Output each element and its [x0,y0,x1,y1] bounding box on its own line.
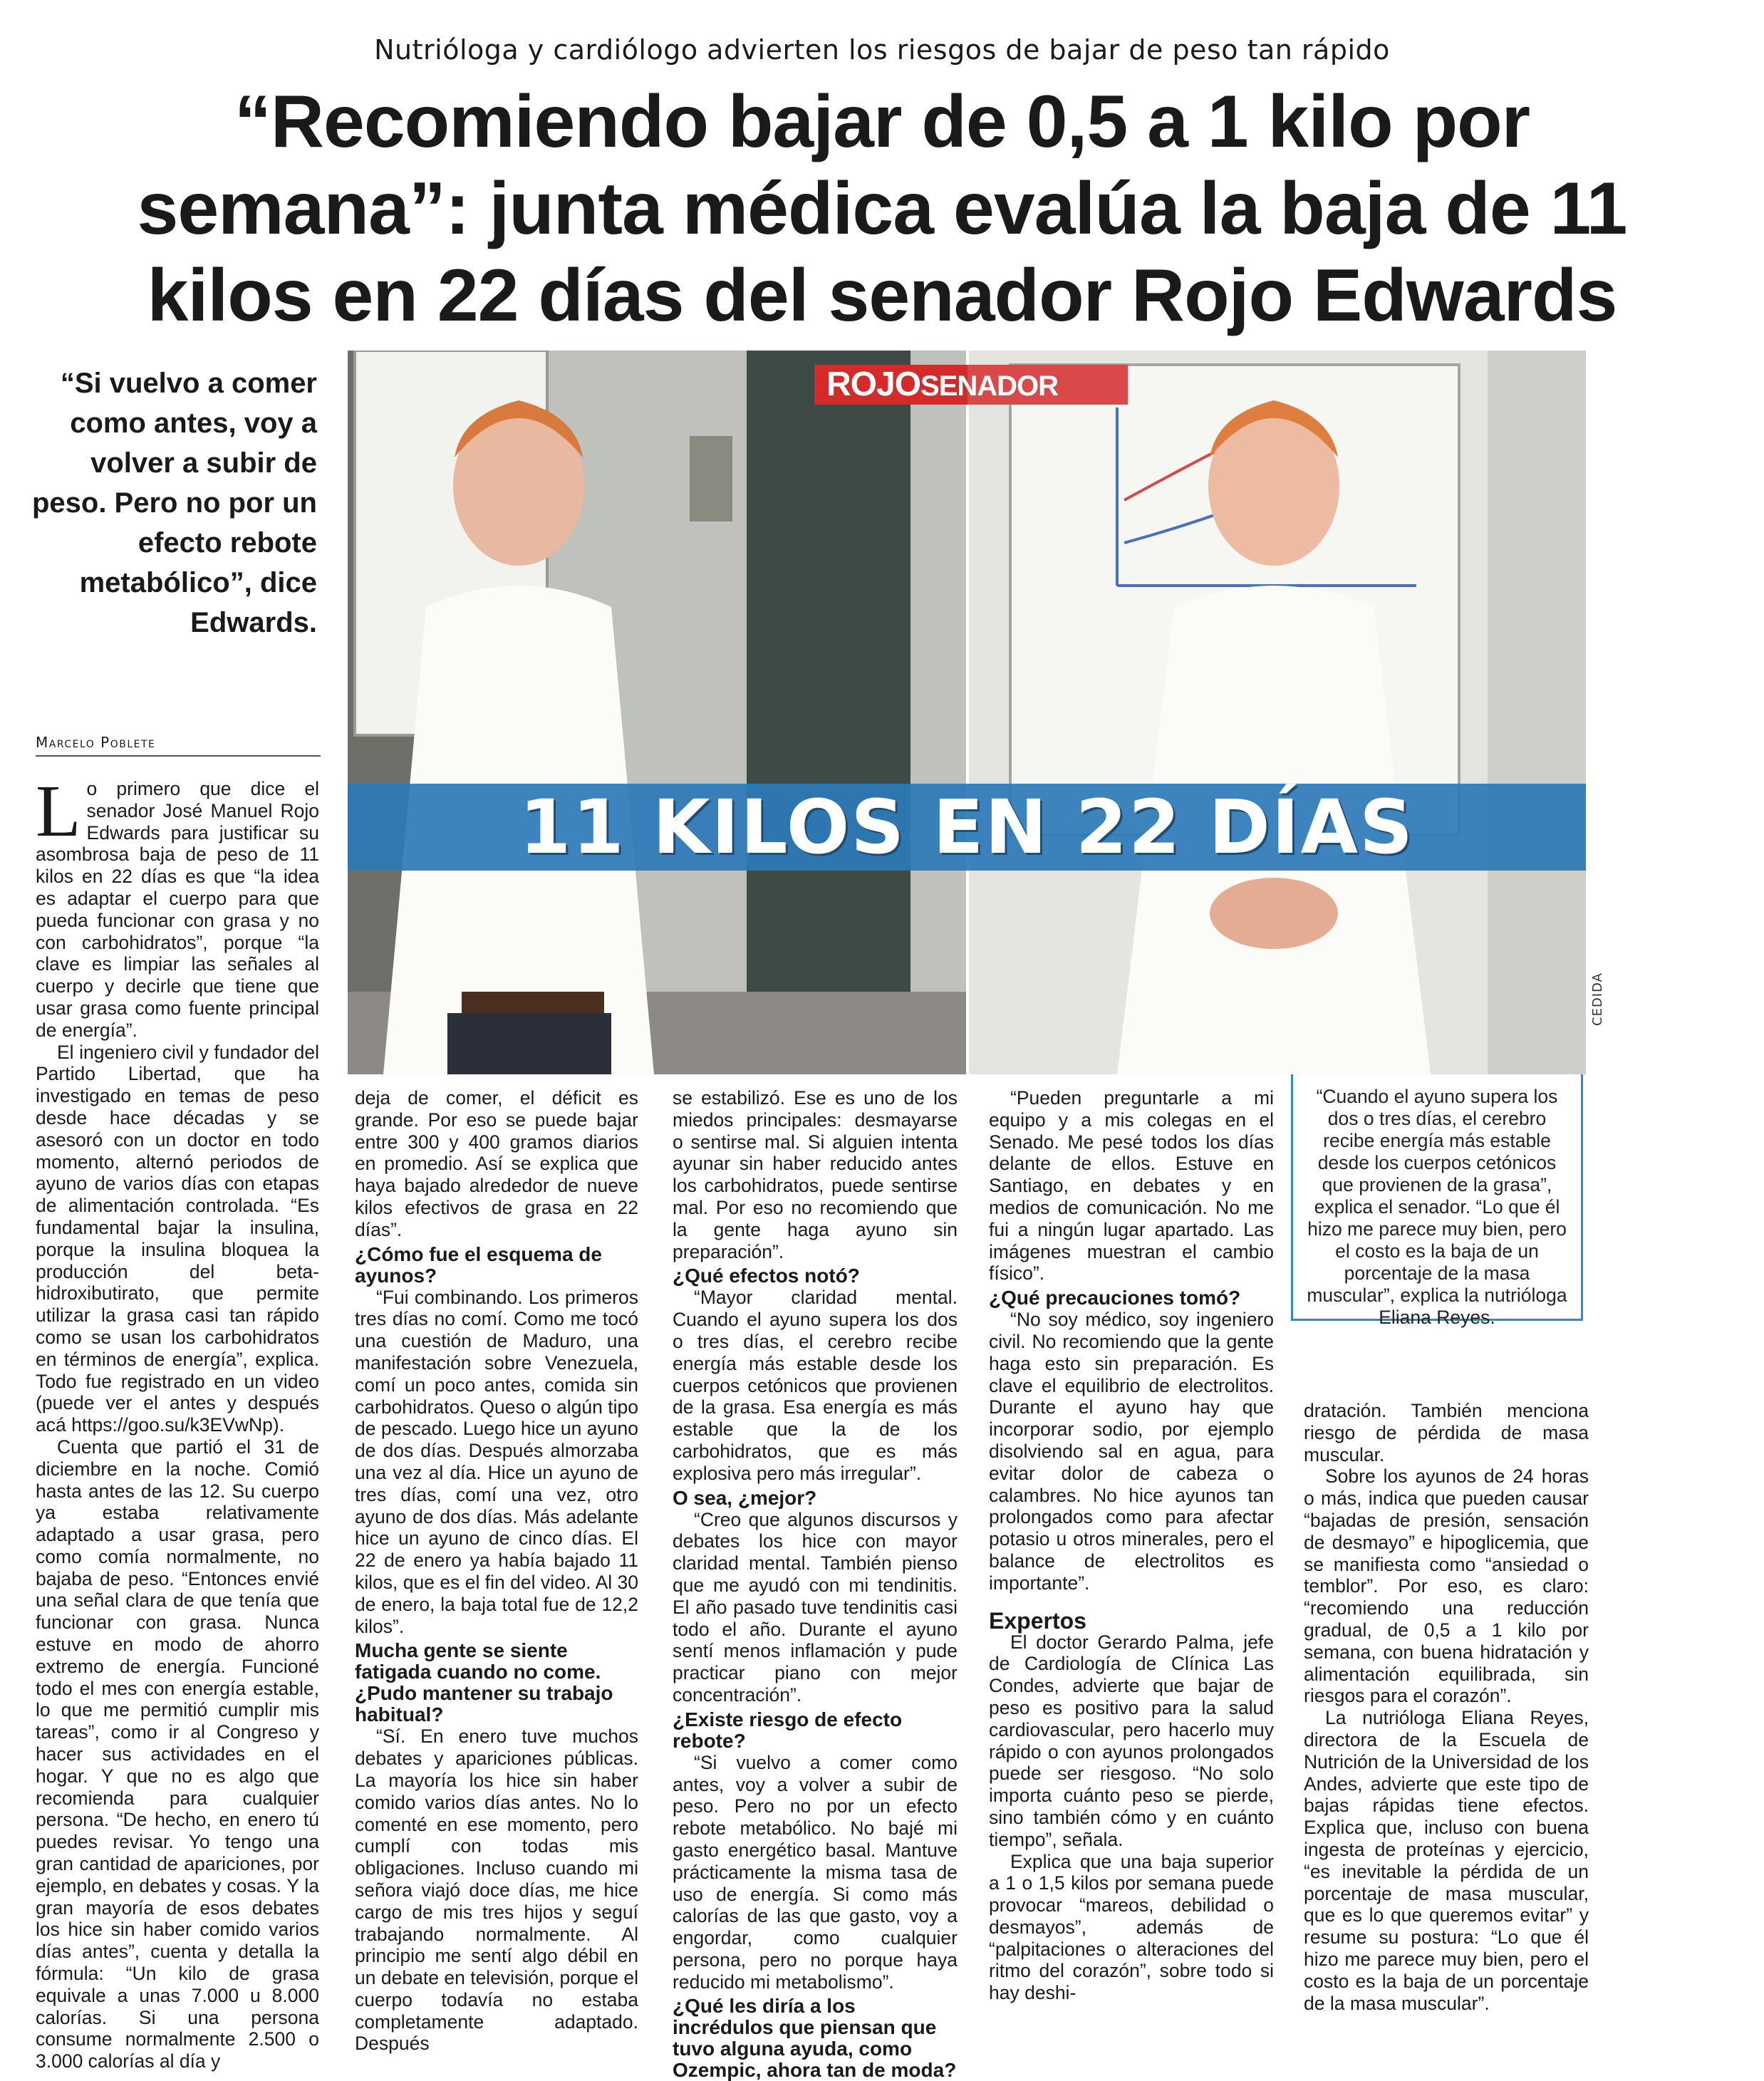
sidebar-quote: “Cuando el ayuno supera los dos o tres días, el cerebro recibe energía más estable desde los cuerpos cetónicos que provienen de la grasa”, explica el senador. “Lo que él hizo me parece muy bien, pero el costo es la baja de un porcentaje de la masa muscular”, explica la nutrióloga Eliana Reyes. [1291,1074,1583,1321]
paragraph: “Creo que algunos discursos y debates los hice con mayor claridad mental. También pienso que me ayudó con mi tendinitis. El año pasado tuve tendinitis casi todo el año. Durante el ayuno sentí menos inflamación y pude practicar piano con mejor concentración”. [673,1508,958,1706]
paragraph: “Mayor claridad mental. Cuando el ayuno supera los dos o tres días, el cerebro recibe energía más estable desde los cuerpos cetónicos que provienen de la grasa. Esa energía es más estable que la de los carbohidratos, que es más explosiva pero más irregular”. [673,1287,958,1484]
column-3 [673,1087,958,2081]
byline: Marcelo Poblete [36,734,321,757]
pull-quote: “Si vuelvo a comer como antes, voy a volver a subir de peso. Pero no por un efecto rebote metabólico”, dice Edwards. [31,368,317,638]
question-heading: ¿Cómo fue el esquema de ayunos? [355,1242,602,1287]
dropcap: L [36,770,81,852]
paragraph: “Si vuelvo a comer como antes, voy a volver a subir de peso. Pero no por un efecto rebote metabólico. No bajé mi gasto energético basal. Mantuve prácticamente la misma tasa de uso de energía. Si como más calorías de las que gasto, voy a engordar, como cualquier persona, pero no porque haya reducido mi metabolismo”. [673,1751,958,1993]
headline-line-1: “Recomiendo bajar de 0,5 a 1 kilo por [234,81,1530,163]
paragraph: “Fui combinando. Los primeros tres días no comí. Como me tocó una cuestión de Maduro, una manifestación sobre Venezuela, comí un poco antes, comida sin carbohidratos. Queso o algún tipo de pescado. Luego hice un ayuno de dos días. Después almorzaba una vez al día. Hice un ayuno de tres días, comí una vez, otro ayuno de dos días. Más adelante hice un ayuno de cinco días. El 22 de enero ya había bajado 11 kilos, que es el fin del video. Al 30 de enero, la baja total fue de 12,2 kilos”. [355,1286,638,1637]
headline-line-3: kilos en 22 días del senador Rojo Edwards [147,254,1617,337]
question-heading: ¿Qué precauciones tomó? [989,1287,1241,1309]
paragraph-text: o primero que dice el senador José Manuel Rojo Edwards para justificar su asombrosa baja de peso de 11 kilos en 22 días es que “la idea es adaptar el cuerpo para que pueda funcionar con grasa y no con carbohidratos”, porque “la clave es limpiar las señales al cuerpo y decirle que tiene que usar grasa como fuente principal de energía”. [36,778,319,1041]
question-heading: Mucha gente se siente fatigada cuando no come. ¿Pudo mantener su trabajo habitual? [355,1639,613,1726]
photo-banner: 11 KILOS EN 22 DÍAS [519,784,1414,871]
paragraph: dratación. También menciona riesgo de pérdida de masa muscular. [1304,1400,1589,1465]
paragraph: “Pueden preguntarle a mi equipo y a mis colegas en el Senado. Me pesé todos los días delante de ellos. Estuve en Santiago, en debates y en medios de comunicación. No me fui a ningún lugar apartado. Las imágenes muestran el cambio físico”. [989,1087,1274,1285]
paragraph: se estabilizó. Ese es uno de los miedos principales: desmayarse o sentirse mal. Si alguien intenta ayunar sin haber reducido antes los carbohidratos, puede sentirse mal. Por eso no recomiendo que la gente haga ayuno sin preparación”. [673,1087,958,1262]
paragraph: Explica que una baja superior a 1 o 1,5 kilos por semana puede provocar “mareos, debilidad o desmayos”, además de “palpitaciones o alteraciones del ritmo del corazón”, sobre todo si hay deshi- [989,1850,1274,2004]
paragraph: deja de comer, el déficit es grande. Por eso se puede bajar entre 300 y 400 gramos diarios en promedio. Así se explica que haya bajado alrededor de nueve kilos efectivos de grasa en 22 días”. [355,1087,638,1240]
question-heading: ¿Existe riesgo de efecto rebote? [673,1708,903,1752]
headline [43,78,1721,339]
paragraph: El doctor Gerardo Palma, jefe de Cardiología de Clínica Las Condes, advierte que bajar de peso es positivo para la salud cardiovascular, pero hacerlo muy rápido o con ayunos prolongados puede ser riesgoso. “No solo importa cuánto peso se pierde, sino también cómo y en cuánto tiempo”, señala. [989,1631,1274,1850]
question-heading: ¿Qué les diría a los incrédulos que piensan que tuvo alguna ayuda, como Ozempic, ahora tan de moda? [673,1995,957,2081]
column-1 [36,770,319,2072]
column-5 [1304,1400,1589,2014]
photo-credit: CEDIDA [1590,972,1605,1026]
photo-illustration [348,351,1586,1074]
logo-rojo: ROJO [826,365,921,403]
paragraph: La nutrióloga Eliana Reyes, directora de la Escuela de Nutrición de la Universidad de los Andes, advierte que este tipo de bajas rápidas tiene efectos. Explica que, incluso con buena ingesta de proteínas y ejercicio, “es inevitable la pérdida de un porcentaje de masa muscular, que es lo que queremos evitar” y resume su postura: “Lo que él hizo me parece muy bien, pero el costo es la baja de un porcentaje de la masa muscular”. [1304,1707,1589,2014]
paragraph: “Sí. En enero tuve muchos debates y apariciones públicas. La mayoría los hice sin haber comido varios días antes. No lo comenté en ese momento, pero cumplí con todas mis obligaciones. Incluso cuando mi señora viajó doce días, me hice cargo de mis tres hijos y seguí trabajando normalmente. Al principio me sentí algo débil en un debate en televisión, porque el cuerpo todavía no estaba completamente adaptado. Después [355,1725,638,2055]
paragraph: El ingeniero civil y fundador del Partido Libertad, que ha investigado en temas de peso desde hace décadas y se asesoró con un doctor en todo momento, alternó periodos de ayuno de varios días con etapas de alimentación controlada. “Es fundamental bajar la insulina, porque la insulina bloquea la producción del beta-hidroxibutirato, que permite utilizar la grasa casi tan rápido como se usan los carbohidratos en términos de energía”, explica. Todo fue registrado en un video (puede ver el antes y después acá https://goo.su/k3EVwNp). [36,1041,319,1436]
question-heading: O sea, ¿mejor? [673,1486,817,1509]
kicker: Nutrióloga y cardiólogo advierten los riesgos de bajar de peso tan rápido [374,34,1390,66]
paragraph: “No soy médico, soy ingeniero civil. No recomiendo que la gente haga esto sin preparación. Es clave el equilibrio de electrolitos. Durante el ayuno hay que incorporar sodio, por ejemplo disolviendo sal en agua, para evitar dolor de cabeza o calambres. No hice ayunos tan prolongados como para afectar potasio u otros minerales, pero el balance de electrolitos es importante”. [989,1309,1274,1594]
paragraph: Cuenta que partió el 31 de diciembre en la noche. Comió hasta antes de las 12. Su cuerpo ya estaba relativamente adaptado a usar grasa, pero como comía normalmente, no bajaba de peso. “Entonces envié una señal clara de que tenía que funcionar con grasa. Nunca estuve en modo de ahorro extremo de energía. Funcioné todo el mes con energía estable, lo que me permitió cumplir mis tareas”, como ir al Congreso y hacer sus actividades en el hogar. Y que no es algo que recomienda para cualquier persona. “De hecho, en enero tú puedes revisar. Yo tengo una gran cantidad de apariciones, por ejemplo, en debates y cosas. Y la gran mayoría de esos debates los hice sin haber comido varios días antes”, cuenta y detalla la fórmula: “Un kilo de grasa equivale a unas 7.000 u 8.000 calorías. Si una persona consume normalmente 2.500 o 3.000 calorías al día y [36,1436,319,2072]
section-heading: Expertos [989,1607,1086,1634]
column-4 [989,1087,1274,2004]
headline-line-2: semana”: junta médica evalúa la baja de 11 [137,167,1627,250]
column-2 [355,1087,638,2055]
logo-senador: SENADOR [920,370,1059,402]
paragraph: Sobre los ayunos de 24 horas o más, indica que pueden causar “bajadas de presión, sensación de desmayo” e hipoglicemia, que se manifiesta como “ansiedad o temblor”. Por eso, es claro: “recomiendo una reducción gradual, de 0,5 a 1 kilo por semana, con buena hidratación y alimentación equilibrada, sin riesgos para el corazón”. [1304,1465,1589,1707]
article-photo [348,351,1586,1074]
question-heading: ¿Qué efectos notó? [673,1265,860,1287]
paragraph [36,770,319,1042]
